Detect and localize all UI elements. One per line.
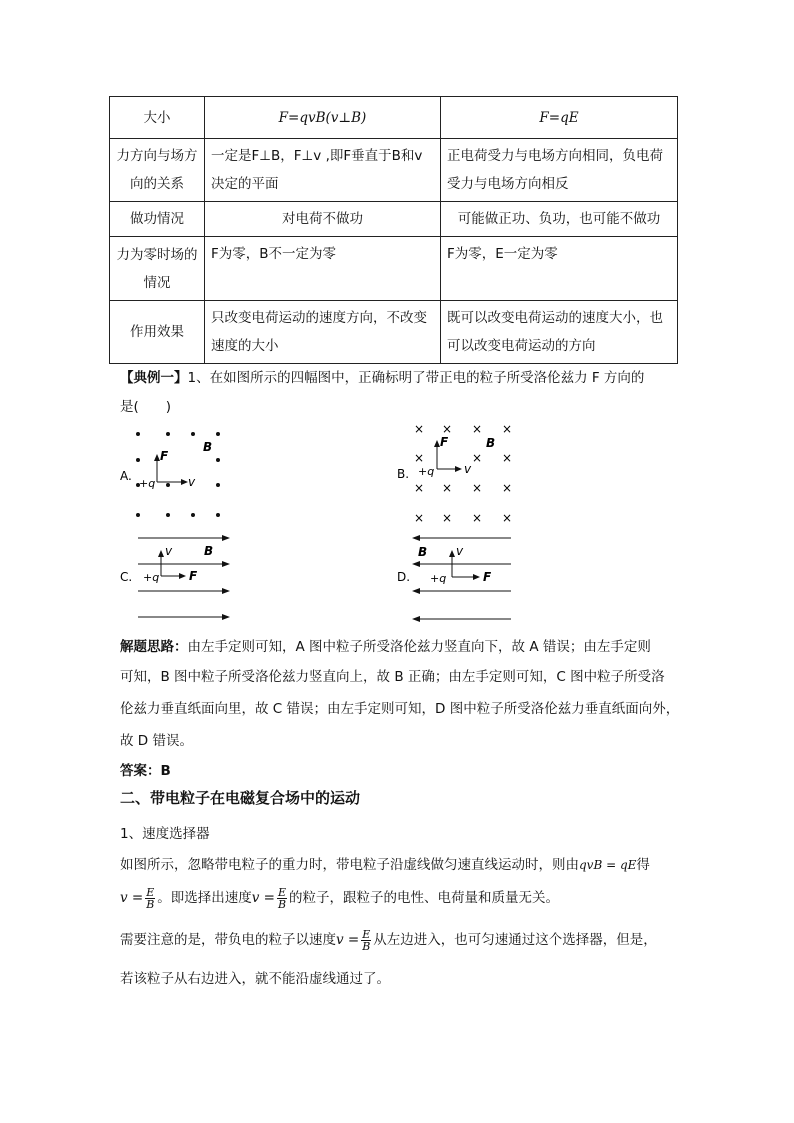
- solution-head: 解题思路：: [120, 639, 188, 655]
- example-tag: 【典例一】: [120, 370, 188, 386]
- table-row: [110, 202, 678, 237]
- question-line-1: 1、在如图所示的四幅图中，正确标明了带正电的粒子所受洛伦兹力 F 方向的: [187, 370, 645, 386]
- cell: F为零，E一定为零: [441, 237, 678, 301]
- charge-label: +q: [430, 572, 447, 585]
- table-row: [110, 237, 678, 301]
- cell: F=qE: [441, 97, 678, 139]
- fraction: $\frac{E}{B}$: [362, 927, 371, 953]
- charge-label: +q: [143, 571, 160, 584]
- svg-text:×: ×: [414, 451, 425, 465]
- svg-text:×: ×: [442, 481, 453, 495]
- solution-line-2: 可知，B 图中粒子所受洛伦兹力竖直向上，故 B 正确；由左手定则可知，C 图中粒子所受洛: [120, 669, 665, 685]
- svg-text:×: ×: [414, 481, 425, 495]
- svg-text:×: ×: [472, 422, 483, 436]
- svg-text:×: ×: [502, 451, 513, 465]
- velocity-arrowhead: [455, 466, 462, 472]
- svg-text:×: ×: [414, 511, 425, 525]
- row-label: 大小: [110, 97, 205, 139]
- section-heading: 二、带电粒子在电磁复合场中的运动: [120, 789, 361, 807]
- paragraph-4: 若该粒子从右边进入，就不能沿虚线通过了。: [120, 971, 390, 987]
- answer: 答案：B: [120, 763, 171, 779]
- svg-text:×: ×: [472, 511, 483, 525]
- svg-text:×: ×: [472, 481, 483, 495]
- solution-line-4: 故 D 错误。: [120, 733, 193, 749]
- paragraph-2: v = $\frac{E}{B}$ 。即选择出速度v = $\frac{E}{B}$ 的粒子，跟粒子的电性、电荷量和质量无关。: [120, 885, 560, 911]
- cell: F为零，B不一定为零: [205, 237, 441, 301]
- table-row: [110, 139, 678, 202]
- paragraph-1: 如图所示，忽略带电粒子的重力时，带电粒子沿虚线做匀速直线运动时，则由qvB = qE得: [120, 857, 650, 873]
- paragraph-3: 需要注意的是，带负电的粒子以速度v = $\frac{E}{B}$ 从左边进入，也可匀速通过这个选择器，但是，: [120, 927, 657, 953]
- svg-text:×: ×: [442, 422, 453, 436]
- force-arrowhead: [473, 574, 480, 580]
- velocity-label: v: [456, 544, 464, 558]
- force-label: F: [483, 570, 492, 584]
- cell: F=qvB(v⊥B): [205, 97, 441, 139]
- force-label: F: [189, 569, 198, 583]
- row-label: 作用效果: [110, 301, 205, 364]
- row-label: 力方向与场方向的关系: [110, 139, 205, 202]
- velocity-arrowhead: [158, 550, 164, 557]
- option-a-label: A.: [120, 469, 132, 483]
- field-label: B: [204, 544, 214, 558]
- field-label: B: [203, 440, 213, 454]
- option-c-label: C.: [120, 570, 133, 584]
- solution-text: 由左手定则可知，A 图中粒子所受洛伦兹力竖直向下，故 A 错误；由左手定则: [187, 639, 651, 655]
- figure-c: [112, 530, 242, 626]
- row-label: 做功情况: [110, 202, 205, 237]
- fraction: $\frac{E}{B}$: [277, 885, 287, 911]
- cell: 正电荷受力与电场方向相同，负电荷受力与电场方向相反: [441, 139, 678, 202]
- question-line-2: 是( ): [120, 399, 172, 415]
- force-label: F: [160, 449, 169, 463]
- figure-b: [394, 420, 524, 526]
- cell: 可能做正功、负功，也可能不做功: [441, 202, 678, 237]
- cell: 既可以改变电荷运动的速度大小，也可以改变电荷运动的方向: [441, 301, 678, 364]
- velocity-label: v: [188, 475, 196, 489]
- table-row: [110, 301, 678, 364]
- svg-text:×: ×: [502, 422, 513, 436]
- fraction: $\frac{E}{B}$: [146, 885, 155, 911]
- subsection-heading: 1、速度选择器: [120, 826, 210, 842]
- svg-text:×: ×: [442, 511, 453, 525]
- charge-label: +q: [418, 465, 435, 478]
- svg-text:×: ×: [502, 481, 513, 495]
- solution-line-3: 伦兹力垂直纸面向里，故 C 错误；由左手定则可知，D 图中粒子所受洛伦兹力垂直纸面向外，: [120, 701, 680, 717]
- example-question: [120, 368, 644, 388]
- figure-a: [112, 425, 252, 525]
- table-row: [110, 97, 678, 139]
- figure-d: [394, 530, 524, 626]
- force-arrowhead: [179, 573, 186, 579]
- velocity-arrowhead: [181, 479, 188, 485]
- svg-text:×: ×: [502, 511, 513, 525]
- solution-line-1: [120, 637, 651, 657]
- velocity-label: v: [165, 544, 173, 558]
- cell: 对电荷不做功: [205, 202, 441, 237]
- comparison-table: [109, 96, 678, 364]
- force-label: F: [440, 435, 449, 449]
- charge-label: +q: [139, 477, 156, 490]
- svg-text:×: ×: [414, 422, 425, 436]
- row-label: 力为零时场的情况: [110, 237, 205, 301]
- option-d-label: D.: [397, 570, 411, 584]
- velocity-label: v: [464, 462, 472, 476]
- velocity-arrowhead: [449, 550, 455, 557]
- cell: 一定是F⊥B，F⊥v ,即F垂直于B和v决定的平面: [205, 139, 441, 202]
- field-label: B: [486, 436, 496, 450]
- option-b-label: B.: [397, 467, 410, 481]
- cell: 只改变电荷运动的速度方向，不改变速度的大小: [205, 301, 441, 364]
- svg-text:×: ×: [472, 451, 483, 465]
- equation: qvB = qE: [579, 858, 637, 872]
- field-label: B: [418, 545, 428, 559]
